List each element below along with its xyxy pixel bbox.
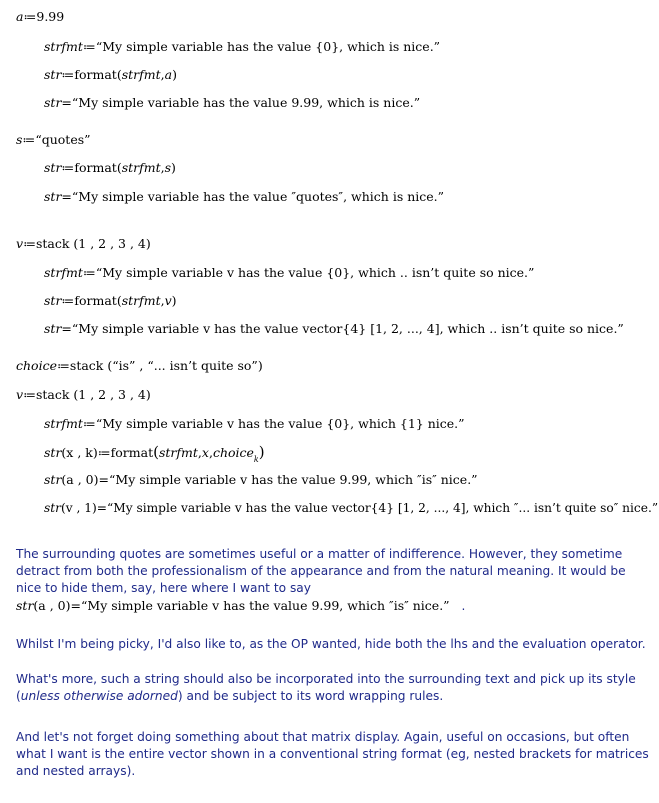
- region-choice-def[interactable]: [16, 358, 263, 373]
- string-value: “My simple variable v has the value {0}, which .. isn’t quite so nice.”: [95, 265, 535, 280]
- paren: (: [116, 293, 122, 308]
- separator: ,: [160, 160, 165, 175]
- paragraph-text: What's more, such a string should also be incorporated into the surrounding text and pick up its style (: [16, 672, 636, 703]
- region-strfmt-1[interactable]: [44, 39, 440, 54]
- separator: ,: [208, 445, 213, 460]
- value: stack (1 , 2 , 3 , 4): [35, 236, 151, 251]
- arg: strfmt: [121, 293, 161, 308]
- var-name: strfmt: [44, 265, 83, 280]
- paren: (: [153, 443, 159, 461]
- text-region-picky[interactable]: [16, 636, 652, 653]
- define-operator: ≔: [82, 416, 96, 431]
- region-s-def[interactable]: [16, 132, 91, 147]
- separator: ,: [160, 67, 165, 82]
- define-operator: ≔: [22, 132, 36, 147]
- function-name: format: [74, 160, 117, 175]
- value: stack (“is” , “... isn’t quite so”): [69, 358, 263, 373]
- subscript: k: [253, 455, 259, 464]
- eval-operator: =: [98, 472, 109, 487]
- paragraph-text: And let's not forget doing something about that matrix display. Again, useful on occasions, but often what I want is the entire vector shown in a conventional string format (eg, nested brackets for matrices and nested arrays).: [16, 730, 649, 778]
- define-operator: ≔: [56, 358, 70, 373]
- define-operator: ≔: [23, 236, 36, 251]
- paren: ): [171, 160, 176, 175]
- paragraph-text: ) and be subject to its word wrapping rules.: [177, 689, 444, 703]
- region-strfmt-3[interactable]: [44, 416, 465, 431]
- value: 9.99: [36, 9, 65, 24]
- var-name: v: [16, 387, 24, 402]
- result-value: “My simple variable v has the value vector{4} [1, 2, ..., 4], which .. isn’t quite so nice.”: [71, 321, 624, 336]
- define-operator: ≔: [82, 265, 96, 280]
- region-str-2-eval[interactable]: [44, 189, 444, 204]
- define-operator: ≔: [61, 293, 75, 308]
- paragraph-text: .: [461, 599, 466, 613]
- var-name: str: [44, 67, 62, 82]
- define-operator: ≔: [61, 67, 75, 82]
- eval-operator: =: [61, 189, 72, 204]
- arg: v: [164, 293, 172, 308]
- define-operator: ≔: [23, 387, 36, 402]
- args: (a , 0): [61, 472, 99, 487]
- var-name: str: [44, 321, 62, 336]
- region-str-3-def[interactable]: [44, 293, 177, 308]
- function-name: str: [44, 445, 62, 460]
- region-a-def[interactable]: [16, 9, 64, 24]
- var-name: s: [16, 132, 23, 147]
- region-str-fn-eval-1[interactable]: [44, 472, 478, 487]
- var-name: v: [16, 236, 24, 251]
- args: (v , 1): [60, 501, 97, 515]
- text-region-quotes[interactable]: [16, 546, 652, 615]
- text-region-style[interactable]: [16, 671, 652, 705]
- define-operator: ≔: [97, 445, 111, 460]
- arg: strfmt: [121, 160, 161, 175]
- paragraph-text: The surrounding quotes are sometimes useful or a matter of indifference. However, they sometime detract from both the professionalism of the appearance and from the natural meaning. It would be nice to hide them, say, here where I want to say: [16, 547, 626, 595]
- args: (a , 0): [33, 598, 71, 613]
- emphasis-text: unless otherwise adorned: [20, 689, 178, 703]
- var-name: strfmt: [44, 39, 83, 54]
- text-region-matrix[interactable]: [16, 729, 652, 780]
- result-value: “My simple variable v has the value 9.99, which ″is″ nice.”: [109, 472, 478, 487]
- define-operator: ≔: [82, 39, 96, 54]
- region-v-def-2[interactable]: [16, 387, 151, 402]
- var-name: choice: [16, 358, 57, 373]
- value: stack (1 , 2 , 3 , 4): [35, 387, 151, 402]
- string-value: “quotes”: [35, 132, 91, 147]
- function-name: str: [16, 598, 34, 613]
- result-value: “My simple variable v has the value 9.99, which ″is″ nice.”: [81, 598, 450, 613]
- function-name: format: [110, 445, 154, 460]
- result-value: “My simple variable v has the value vector{4} [1, 2, ..., 4], which ″... isn’t quite so″ nice.”: [106, 501, 659, 515]
- var-name: a: [16, 9, 24, 24]
- function-name: format: [74, 67, 117, 82]
- define-operator: ≔: [61, 160, 75, 175]
- var-name: str: [44, 189, 62, 204]
- result-value: “My simple variable has the value 9.99, which is nice.”: [71, 95, 421, 110]
- arg: a: [164, 67, 173, 82]
- arg: x: [201, 445, 209, 460]
- string-value: “My simple variable has the value {0}, which is nice.”: [95, 39, 441, 54]
- function-name: str: [44, 472, 62, 487]
- region-str-1-eval[interactable]: [44, 95, 420, 110]
- region-str-fn-def[interactable]: [44, 443, 265, 464]
- eval-operator: =: [61, 95, 72, 110]
- eval-operator: =: [96, 501, 107, 515]
- params: (x , k): [61, 445, 98, 460]
- var-name: strfmt: [44, 416, 83, 431]
- function-name: format: [74, 293, 117, 308]
- eval-operator: =: [70, 598, 81, 613]
- paragraph-text: Whilst I'm being picky, I'd also like to, as the OP wanted, hide both the lhs and the evaluation operator.: [16, 637, 646, 651]
- result-value: “My simple variable has the value ″quotes″, which is nice.”: [71, 189, 445, 204]
- region-v-def-1[interactable]: [16, 236, 151, 251]
- paren: ): [171, 293, 177, 308]
- region-str-3-eval[interactable]: [44, 321, 624, 336]
- arg: s: [164, 160, 172, 175]
- region-str-1-def[interactable]: [44, 67, 177, 82]
- paren: ): [172, 67, 177, 82]
- string-value: “My simple variable v has the value {0}, which {1} nice.”: [95, 416, 465, 431]
- separator: ,: [197, 445, 202, 460]
- region-str-2-def[interactable]: [44, 160, 176, 175]
- inline-math: [16, 598, 450, 613]
- arg: strfmt: [158, 445, 198, 460]
- var-name: str: [44, 95, 62, 110]
- separator: ,: [160, 293, 165, 308]
- var-name: str: [44, 293, 62, 308]
- region-strfmt-2[interactable]: [44, 265, 534, 280]
- define-operator: ≔: [23, 9, 37, 24]
- function-name: str: [44, 501, 61, 515]
- paren: (: [116, 67, 122, 82]
- paren: (: [116, 160, 122, 175]
- arg: strfmt: [121, 67, 161, 82]
- var-name: str: [44, 160, 62, 175]
- arg: choice: [212, 445, 254, 460]
- eval-operator: =: [61, 321, 72, 336]
- region-str-fn-eval-2[interactable]: [44, 501, 658, 515]
- paren: ): [258, 443, 265, 461]
